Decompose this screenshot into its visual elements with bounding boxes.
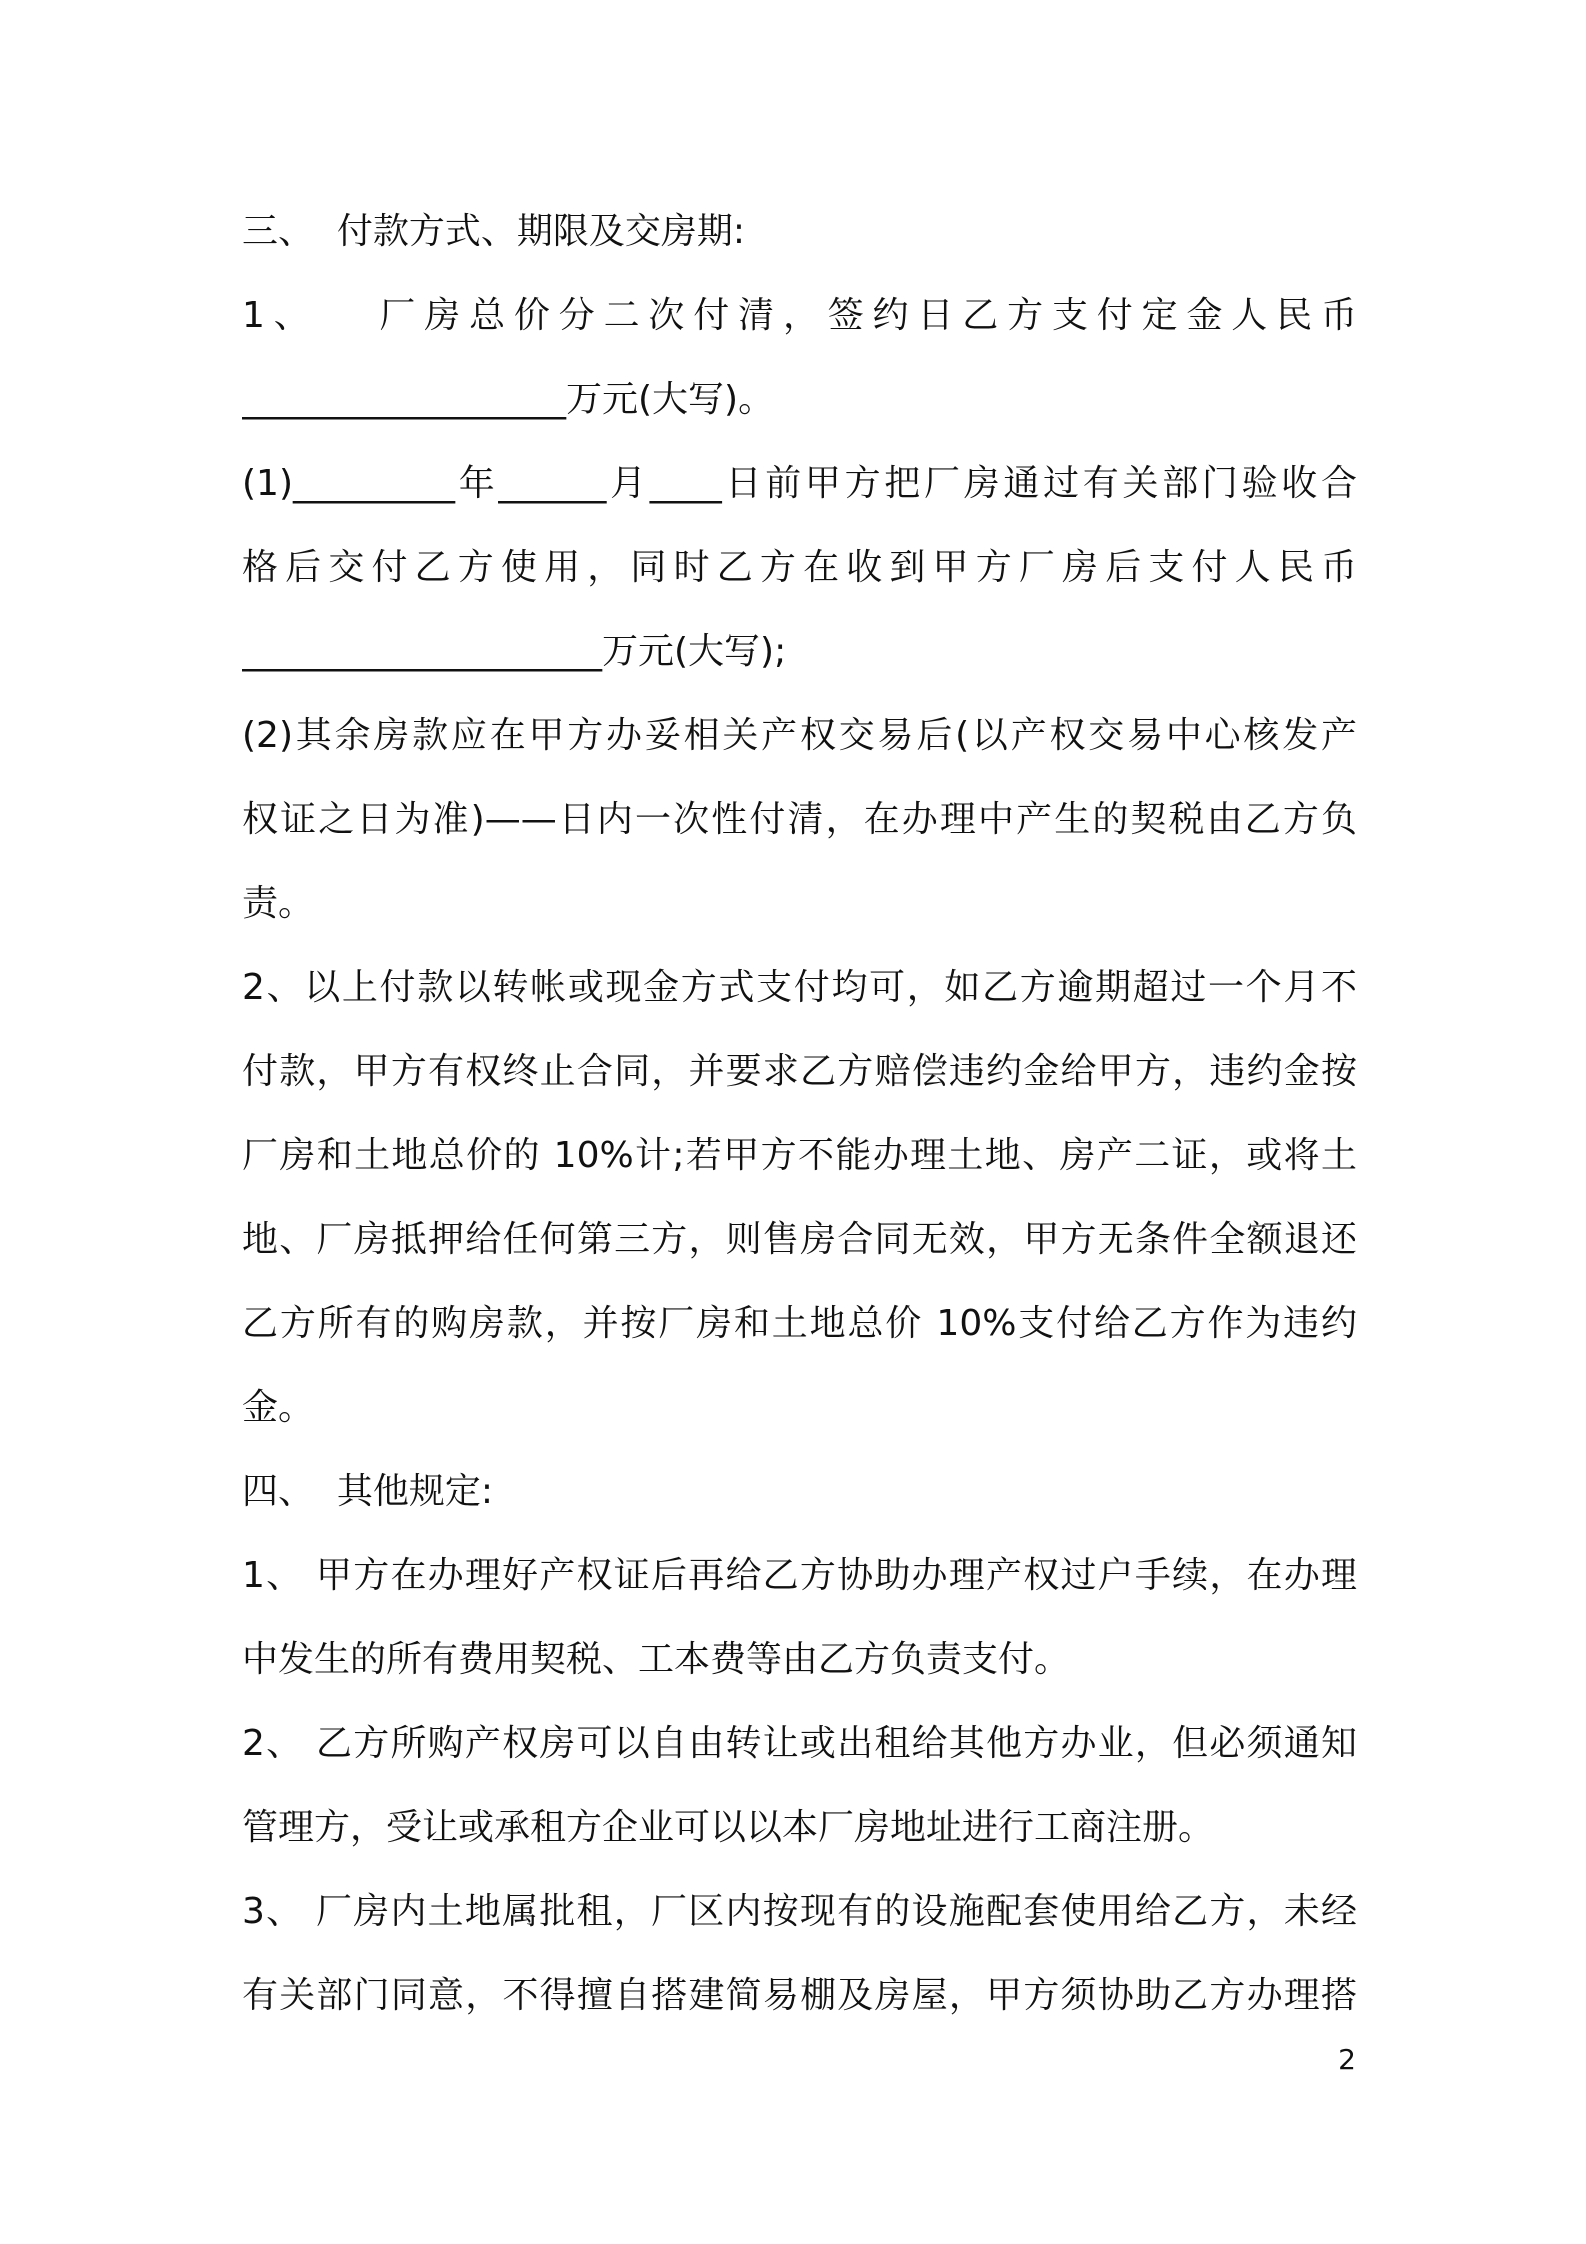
text-line: 乙方所有的购房款，并按厂房和土地总价 10%支付给乙方作为违约 (242, 1303, 1357, 1344)
text-line: 地、厂房抵押给任何第三方，则售房合同无效，甲方无条件全额退还 (242, 1219, 1357, 1260)
text-line: (1)_________年______月____日前甲方把厂房通过有关部门验收合 (242, 463, 1357, 504)
text-line: 1、 甲方在办理好产权证后再给乙方协助办理产权过户手续，在办理 (242, 1555, 1357, 1596)
text-line: 权证之日为准)——日内一次性付清，在办理中产生的契税由乙方负 (242, 799, 1357, 840)
text-line: 2、 乙方所购产权房可以自由转让或出租给其他方办业，但必须通知 (242, 1723, 1357, 1764)
text-line: 有关部门同意，不得擅自搭建简易棚及房屋，甲方须协助乙方办理搭 (242, 1975, 1357, 2016)
text-line: (2)其余房款应在甲方办妥相关产权交易后(以产权交易中心核发产 (242, 715, 1357, 756)
text-line: 3、 厂房内土地属批租，厂区内按现有的设施配套使用给乙方，未经 (242, 1891, 1357, 1932)
text-line: 管理方，受让或承租方企业可以以本厂房地址进行工商注册。 (242, 1807, 1215, 1848)
text-line: 付款，甲方有权终止合同，并要求乙方赔偿违约金给甲方，违约金按 (242, 1051, 1357, 1092)
page-number: 2 (1338, 2043, 1356, 2076)
text-line: 2、以上付款以转帐或现金方式支付均可，如乙方逾期超过一个月不 (242, 967, 1357, 1008)
text-line: 金。 (242, 1387, 315, 1428)
text-line: 格后交付乙方使用，同时乙方在收到甲方厂房后支付人民币 (242, 547, 1357, 588)
text-line: 1、 厂房总价分二次付清，签约日乙方支付定金人民币 (242, 295, 1357, 336)
text-line: 三、 付款方式、期限及交房期: (242, 211, 746, 252)
text-line: 责。 (242, 883, 315, 924)
text-line: 中发生的所有费用契税、工本费等由乙方负责支付。 (242, 1639, 1071, 1680)
text-line: 厂房和土地总价的 10%计;若甲方不能办理土地、房产二证，或将土 (242, 1135, 1357, 1176)
document-body (242, 190, 1357, 2038)
text-line: __________________万元(大写)。 (242, 379, 775, 420)
text-line: 四、 其他规定: (242, 1471, 494, 1512)
text-line: ____________________万元(大写); (242, 631, 787, 672)
